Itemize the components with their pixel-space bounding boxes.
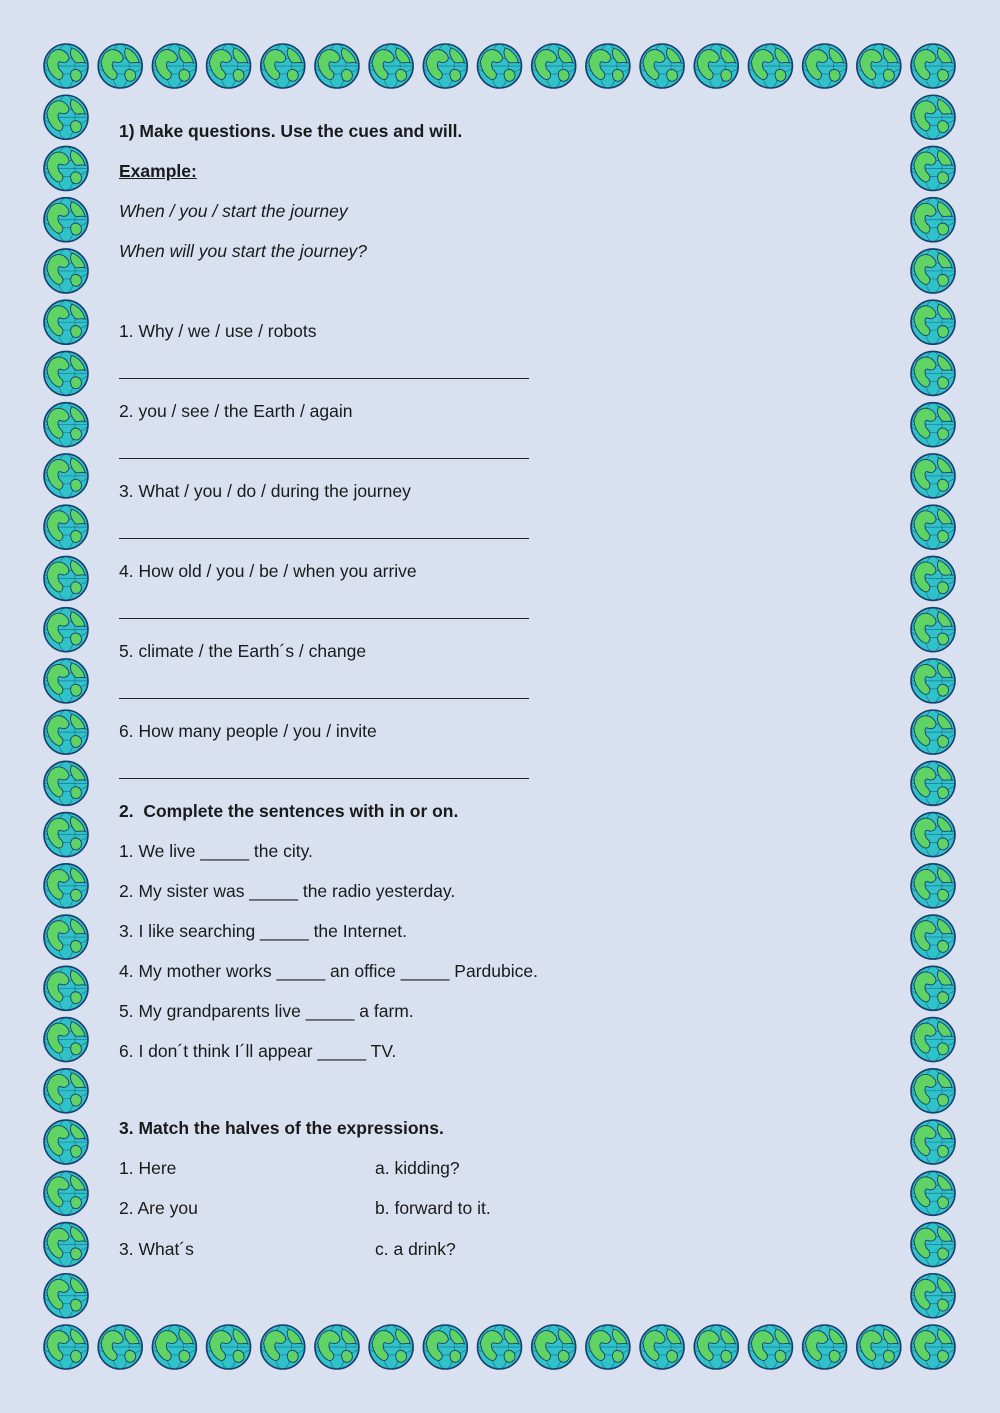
globe-icon xyxy=(44,556,88,600)
globe-icon xyxy=(748,44,792,88)
globe-icon xyxy=(911,1120,955,1164)
globe-icon xyxy=(152,44,196,88)
globe-icon xyxy=(532,44,576,88)
match-left-item: 3. What´s xyxy=(119,1239,194,1259)
globe-icon xyxy=(369,44,413,88)
globe-icon xyxy=(640,44,684,88)
globe-icon xyxy=(857,1325,901,1369)
match-right-item: a. kidding? xyxy=(375,1158,460,1178)
globe-icon xyxy=(44,915,88,959)
globe-icon xyxy=(911,813,955,857)
globe-icon xyxy=(44,505,88,549)
globe-icon xyxy=(44,608,88,652)
section2-title: 2. Complete the sentences with in or on. xyxy=(119,801,459,821)
globe-icon xyxy=(911,1069,955,1113)
globe-icon xyxy=(423,44,467,88)
globe-icon xyxy=(369,1325,413,1369)
question-item: 6. How many people / you / invite xyxy=(119,721,377,741)
example-answer: When will you start the journey? xyxy=(119,241,368,261)
globe-icon xyxy=(586,44,630,88)
globe-icon xyxy=(911,1018,955,1062)
answer-line[interactable] xyxy=(119,458,529,459)
globe-icon xyxy=(911,556,955,600)
question-item: 5. climate / the Earth´s / change xyxy=(119,641,367,661)
globe-icon xyxy=(44,403,88,447)
globe-icon xyxy=(911,249,955,293)
question-item: 4. How old / you / be / when you arrive xyxy=(119,561,417,581)
globe-icon xyxy=(207,44,251,88)
gap-fill-item: 4. My mother works _____ an office _____ Pardubice. xyxy=(119,961,538,981)
globe-icon xyxy=(423,1325,467,1369)
globe-icon xyxy=(532,1325,576,1369)
globe-icon xyxy=(911,95,955,139)
globe-icon xyxy=(261,1325,305,1369)
globe-icon xyxy=(911,864,955,908)
globe-icon xyxy=(478,1325,522,1369)
globe-icon xyxy=(44,249,88,293)
globe-icon xyxy=(44,300,88,344)
answer-line[interactable] xyxy=(119,378,529,379)
example-label: Example: xyxy=(119,161,197,181)
gap-fill-item: 2. My sister was _____ the radio yesterday. xyxy=(119,881,456,901)
globe-icon xyxy=(911,710,955,754)
globe-icon xyxy=(694,1325,738,1369)
globe-icon xyxy=(911,1274,955,1318)
globe-icon xyxy=(315,1325,359,1369)
globe-icon xyxy=(44,813,88,857)
globe-icon xyxy=(803,1325,847,1369)
gap-fill-item: 6. I don´t think I´ll appear _____ TV. xyxy=(119,1041,397,1061)
globe-icon xyxy=(911,1223,955,1267)
globe-icon xyxy=(911,915,955,959)
answer-line[interactable] xyxy=(119,698,529,699)
globe-icon xyxy=(694,44,738,88)
globe-icon xyxy=(261,44,305,88)
globe-icon xyxy=(207,1325,251,1369)
globe-icon xyxy=(44,1069,88,1113)
globe-icon xyxy=(586,1325,630,1369)
globe-icon xyxy=(44,44,88,88)
globe-icon xyxy=(44,1171,88,1215)
globe-icon xyxy=(478,44,522,88)
match-left-item: 1. Here xyxy=(119,1158,177,1178)
globe-icon xyxy=(911,1325,955,1369)
question-item: 1. Why / we / use / robots xyxy=(119,321,317,341)
globe-icon xyxy=(44,95,88,139)
gap-fill-item: 5. My grandparents live _____ a farm. xyxy=(119,1001,414,1021)
answer-line[interactable] xyxy=(119,618,529,619)
globe-icon xyxy=(748,1325,792,1369)
globe-icon xyxy=(911,44,955,88)
match-right-item: c. a drink? xyxy=(375,1239,456,1259)
globe-icon xyxy=(44,198,88,242)
globe-icon xyxy=(44,1120,88,1164)
globe-icon xyxy=(911,351,955,395)
globe-icon xyxy=(640,1325,684,1369)
globe-icon xyxy=(44,146,88,190)
globe-icon xyxy=(911,1171,955,1215)
globe-icon xyxy=(44,966,88,1010)
globe-icon xyxy=(911,198,955,242)
match-left-item: 2. Are you xyxy=(119,1198,198,1218)
globe-icon xyxy=(44,710,88,754)
globe-icon xyxy=(803,44,847,88)
answer-line[interactable] xyxy=(119,538,529,539)
globe-icon xyxy=(911,659,955,703)
globe-icon xyxy=(152,1325,196,1369)
globe-icon xyxy=(857,44,901,88)
globe-icon xyxy=(44,659,88,703)
globe-icon xyxy=(44,351,88,395)
globe-icon xyxy=(315,44,359,88)
globe-icon xyxy=(911,505,955,549)
globe-icon xyxy=(44,1274,88,1318)
globe-icon xyxy=(44,454,88,498)
match-right-item: b. forward to it. xyxy=(375,1198,491,1218)
question-item: 3. What / you / do / during the journey xyxy=(119,481,411,501)
globe-icon xyxy=(911,608,955,652)
gap-fill-item: 3. I like searching _____ the Internet. xyxy=(119,921,407,941)
question-item: 2. you / see / the Earth / again xyxy=(119,401,353,421)
globe-icon xyxy=(98,44,142,88)
globe-icon xyxy=(911,403,955,447)
globe-icon xyxy=(911,761,955,805)
gap-fill-item: 1. We live _____ the city. xyxy=(119,841,313,861)
globe-icon xyxy=(44,1223,88,1267)
section1-title: 1) Make questions. Use the cues and will. xyxy=(119,121,463,141)
globe-icon xyxy=(44,864,88,908)
globe-icon xyxy=(98,1325,142,1369)
globe-icon xyxy=(911,300,955,344)
globe-icon xyxy=(44,761,88,805)
answer-line[interactable] xyxy=(119,778,529,779)
globe-icon xyxy=(911,454,955,498)
section3-title: 3. Match the halves of the expressions. xyxy=(119,1118,444,1138)
example-cue: When / you / start the journey xyxy=(119,201,348,221)
globe-icon xyxy=(911,966,955,1010)
globe-icon xyxy=(44,1325,88,1369)
globe-icon xyxy=(911,146,955,190)
globe-icon xyxy=(44,1018,88,1062)
